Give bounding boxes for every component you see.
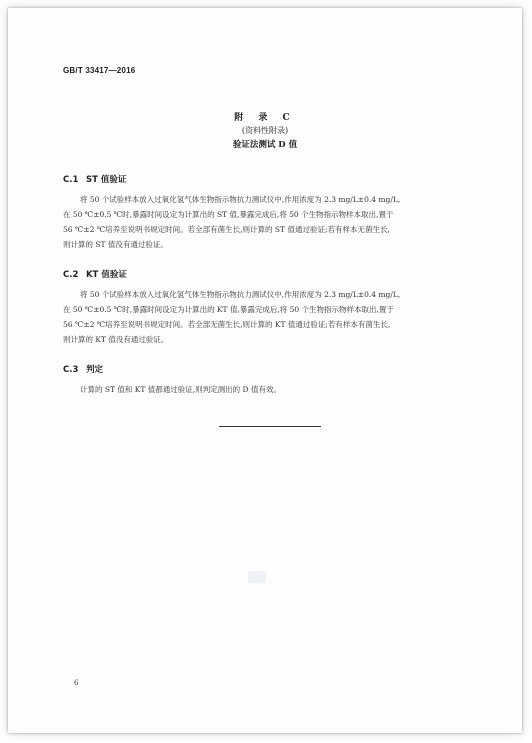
section-paragraph-c3 [63,382,471,397]
annex-title: 附 录 C [234,113,296,123]
section-number: C.3 [63,365,79,375]
paragraph-line: 将 50 个试验样本放入过氧化氢气体生物指示物抗力测试仪中,作用浓度为 2.3 mg/L±0.4 mg/L, [80,290,401,299]
annex-type: (资料性附录) [241,126,289,135]
section-paragraph-c2 [63,287,471,347]
paragraph-line: 56 ℃±2 ℃培养至说明书规定时间。若全部有菌生长,则计算的 ST 值通过验证;若有样本无菌生长, [63,225,390,234]
end-rule [219,426,321,427]
paragraph-line: 计算的 ST 值和 KT 值都通过验证,则判定测出的 D 值有效。 [80,385,281,394]
watermark-mark [248,571,266,583]
section-number: C.1 [63,175,79,185]
section-number: C.2 [63,270,79,280]
paragraph-line: 则计算的 KT 值没有通过验证。 [63,335,169,344]
paragraph-line: 在 50 ℃±0.5 ℃时,暴露时间设定为计算出的 ST 值,暴露完成后,将 50 个生物指示物样本取出,置于 [63,210,394,219]
paragraph-line: 在 50 ℃±0.5 ℃时,暴露时间设定为计算出的 KT 值,暴露完成后,将 50 个生物指示物样本取出,置于 [63,305,394,314]
paragraph-line: 则计算的 ST 值没有通过验证。 [63,240,168,249]
page-number: 6 [74,679,79,687]
section-heading-c2 [63,268,127,280]
section-paragraph-c1 [63,192,471,252]
annex-name: 验证法测试 D 值 [232,140,298,150]
standard-code: GB/T 33417—2016 [63,66,136,75]
document-page [8,8,522,733]
paragraph-line: 56 ℃±2 ℃培养至说明书规定时间。若全部无菌生长,则计算的 KT 值通过验证;若有样本有菌生长, [63,320,391,329]
section-heading-c1 [63,173,126,185]
section-heading-c3 [63,363,103,375]
section-title: 判定 [85,365,103,375]
section-title: KT 值验证 [85,270,127,280]
paragraph-line: 将 50 个试验样本放入过氧化氢气体生物指示物抗力测试仪中,作用浓度为 2.3 mg/L±0.4 mg/L, [80,195,401,204]
section-title: ST 值验证 [85,175,127,185]
